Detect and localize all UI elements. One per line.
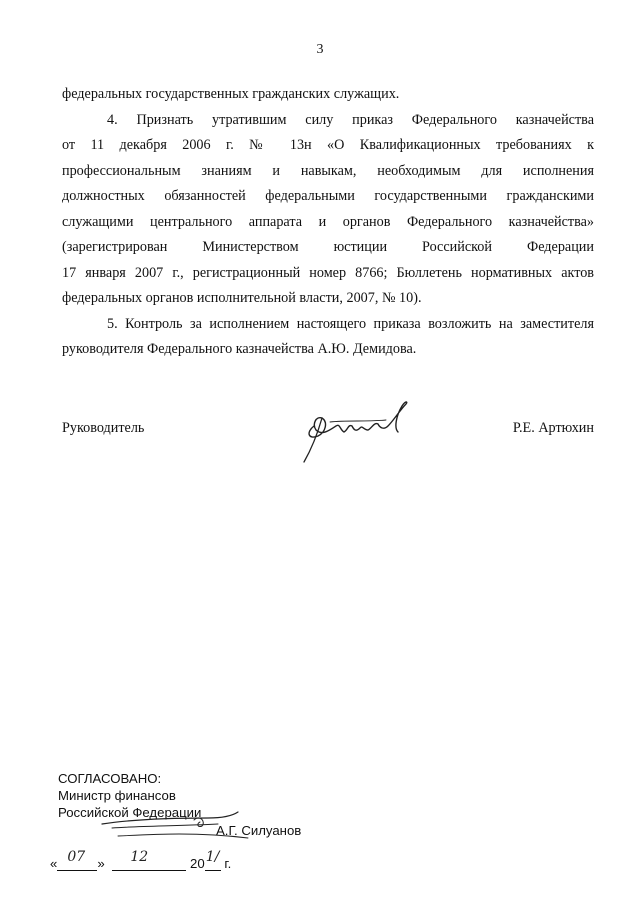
date-day-field: [57, 849, 97, 871]
date-year-prefix: 20: [190, 856, 205, 871]
date-year-field: [205, 849, 221, 871]
date-close-quote: »: [97, 856, 105, 871]
text-line: 4. Признать утратившим силу приказ Федерального казначейства: [107, 111, 594, 128]
text-line: федеральных государственных гражданских служащих.: [62, 86, 400, 102]
date-month: 12: [130, 849, 149, 865]
approver-name: А.Г. Силуанов: [216, 823, 302, 838]
date-year-suffix: 1/: [205, 849, 220, 865]
approval-label: СОГЛАСОВАНО:: [58, 771, 162, 786]
text-line: 17 января 2007 г., регистрационный номер 8766; Бюллетень нормативных актов: [62, 264, 594, 281]
text-line: 5. Контроль за исполнением настоящего приказа возложить на заместителя: [107, 315, 594, 332]
date-open-quote: «: [50, 856, 58, 871]
approval-date: [50, 849, 232, 871]
approval-position: Министр финансов: [58, 788, 176, 803]
date-month-field: [112, 849, 186, 871]
text-line: профессиональным знаниям и навыкам, необходимым для исполнения: [62, 162, 594, 179]
text-line: должностных обязанностей федеральными государственными гражданскими: [62, 188, 594, 204]
approval-position: Российской Федерации: [58, 805, 202, 820]
text-line: руководителя Федерального казначейства А.Ю. Демидова.: [62, 341, 417, 357]
text-line: служащими центрального аппарата и органов Федерального казначейства»: [62, 213, 594, 230]
signature-block: [62, 420, 594, 450]
text-line: (зарегистрирован Министерством юстиции Российской Федерации: [62, 239, 594, 255]
text-line: от 11 декабря 2006 г. № 13н «О Квалификационных требованиях к: [62, 137, 594, 153]
signer-title: Руководитель: [62, 420, 145, 436]
document-body: [62, 82, 594, 363]
date-year-mark: г.: [224, 856, 232, 871]
signer-name: Р.Е. Артюхин: [512, 420, 594, 436]
date-day: 07: [67, 849, 86, 865]
text-line: федеральных органов исполнительной власти, 2007, № 10).: [62, 290, 422, 306]
page-number: 3: [316, 42, 324, 57]
